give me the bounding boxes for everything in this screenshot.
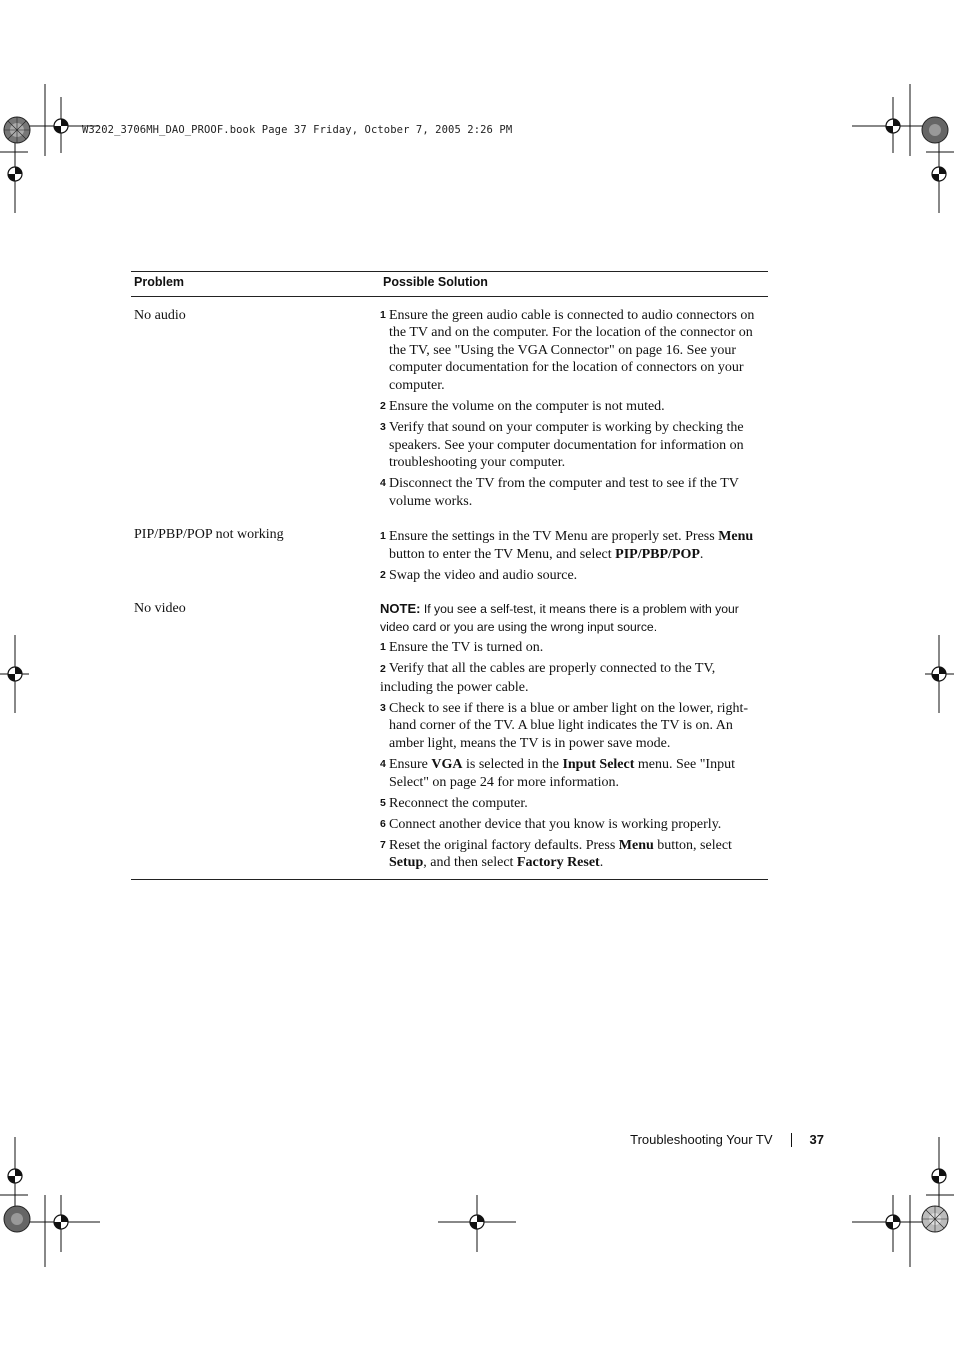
note bbox=[380, 600, 765, 636]
input-select-label: Input Select bbox=[562, 756, 635, 772]
proof-header: W3202_3706MH_DAO_PROOF.book Page 37 Friday, October 7, 2005 2:26 PM bbox=[82, 124, 513, 136]
problem-cell: PIP/PBP/POP not working bbox=[134, 527, 284, 543]
solution-step: 6 Connect another device that you know is working properly. bbox=[380, 816, 722, 832]
solution-step: 2 Ensure the volume on the computer is not muted. bbox=[380, 399, 665, 415]
solution-step: 1 Ensure the settings in the TV Menu are properly set. Press Menu button to enter the TV Menu, and select PIP/PBP/POP. bbox=[380, 529, 754, 562]
troubleshooting-table bbox=[131, 271, 768, 880]
table-row bbox=[131, 594, 768, 879]
problem-cell: No audio bbox=[134, 307, 186, 323]
menu-label: Menu bbox=[718, 529, 754, 545]
note-text: If you see a self-test, it means there is a problem with your video card or you are using the wrong input source. bbox=[380, 601, 739, 634]
solution-step: 2 Verify that all the cables are properly connected to the TV, including the power cable. bbox=[380, 661, 716, 695]
problem-cell: No video bbox=[134, 600, 186, 616]
solution-step: 4 Disconnect the TV from the computer and test to see if the TV volume works. bbox=[380, 476, 739, 510]
col-header-solution: Possible Solution bbox=[383, 275, 488, 289]
solution-step: 3 Verify that sound on your computer is working by checking the speakers. See your computer documentation for information on troubleshooting your computer. bbox=[380, 420, 744, 471]
footer-divider bbox=[791, 1133, 792, 1147]
table-row bbox=[131, 296, 768, 520]
table-row bbox=[131, 520, 768, 594]
page-number: 37 bbox=[809, 1132, 824, 1147]
solution-step: 3 Check to see if there is a blue or amber light on the lower, right-hand corner of the TV. A blue light indicates the TV is on. An amber light, means the TV is in power save mode. bbox=[380, 700, 749, 751]
factory-reset-label: Factory Reset bbox=[516, 855, 600, 871]
note-label: NOTE: bbox=[380, 600, 421, 616]
table-header-row bbox=[131, 272, 768, 297]
solution-step: 1 Ensure the green audio cable is connected to audio connectors on the TV and on the computer. For the location of the connector on the TV, see "Using the VGA Connector" on page 16. See your computer documentation for the location of connectors on your computer. bbox=[380, 307, 755, 393]
menu-label: Menu bbox=[618, 837, 654, 853]
solution-step: 5 Reconnect the computer. bbox=[380, 795, 528, 811]
solution-step: 1 Ensure the TV is turned on. bbox=[380, 639, 544, 655]
solution-cell bbox=[380, 520, 768, 594]
solution-step: 2 Swap the video and audio source. bbox=[380, 567, 578, 583]
col-header-problem: Problem bbox=[134, 275, 185, 289]
setup-label: Setup bbox=[389, 855, 424, 871]
vga-label: VGA bbox=[431, 756, 463, 772]
footer-section-title: Troubleshooting Your TV bbox=[630, 1132, 773, 1147]
solution-step: 4 Ensure VGA is selected in the Input Select menu. See "Input Select" on page 24 for more information. bbox=[380, 756, 735, 790]
page-footer bbox=[630, 1132, 824, 1147]
solution-cell bbox=[380, 594, 768, 879]
solution-step: 7 Reset the original factory defaults. Press Menu button, select Setup, and then select Factory Reset. bbox=[380, 837, 732, 871]
solution-cell bbox=[380, 296, 768, 520]
pip-label: PIP/PBP/POP bbox=[615, 546, 700, 562]
